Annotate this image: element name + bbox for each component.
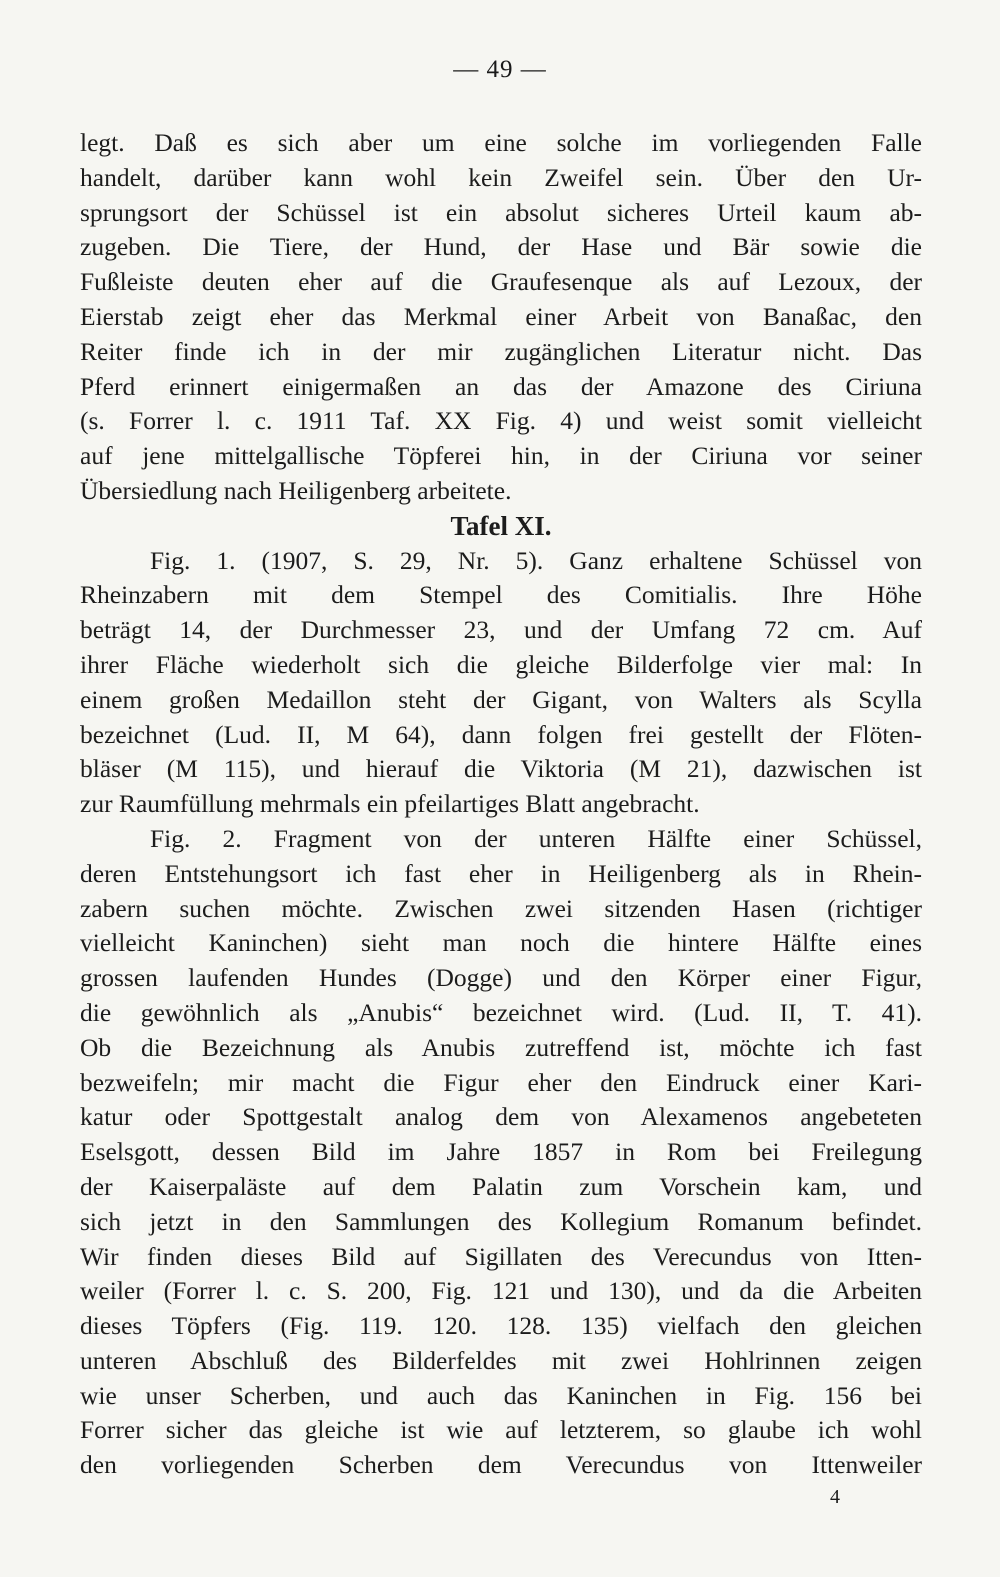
text-line: deren Entstehungsort ich fast eher in Heiligenberg als in Rhein- (80, 858, 922, 888)
text-line: Reiter finde ich in der mir zugänglichen Literatur nicht. Das (80, 336, 922, 366)
text-line: auf jene mittelgallische Töpferei hin, in der Ciriuna vor seiner (80, 441, 922, 471)
text-line: zugeben. Die Tiere, der Hund, der Hase und Bär sowie die (80, 232, 922, 262)
text-line: legt. Daß es sich aber um eine solche im vorliegenden Falle (80, 128, 922, 157)
text-line: den vorliegenden Scherben dem Verecundus von Ittenweiler (80, 1450, 922, 1480)
text-line: Übersiedlung nach Heiligenberg arbeitete. (80, 475, 512, 505)
text-line: zur Raumfüllung mehrmals ein pfeilartiges Blatt angebracht. (80, 789, 700, 819)
text-line: vielleicht Kaninchen) sieht man noch die hintere Hälfte eines (80, 928, 922, 958)
text-line: Wir finden dieses Bild auf Sigillaten des Verecundus von Itten- (80, 1241, 922, 1271)
text-line: ihrer Fläche wiederholt sich die gleiche Bilderfolge vier mal: In (80, 649, 922, 679)
text-line: der Kaiserpaläste auf dem Palatin zum Vorschein kam, und (80, 1171, 922, 1201)
body-text (80, 126, 922, 1483)
text-line: Rheinzabern mit dem Stempel des Comitialis. Ihre Höhe (80, 580, 922, 610)
page-number: — 49 — (453, 56, 547, 83)
text-line: Eierstab zeigt eher das Merkmal einer Arbeit von Banaßac, den (80, 301, 922, 331)
text-line: grossen laufenden Hundes (Dogge) und den Körper einer Figur, (80, 963, 922, 993)
text-line: Ob die Bezeichnung als Anubis zutreffend ist, möchte ich fast (80, 1032, 922, 1062)
text-line: bezeichnet (Lud. II, M 64), dann folgen frei gestellt der Flöten- (80, 719, 922, 749)
text-line: beträgt 14, der Durchmesser 23, und der Umfang 72 cm. Auf (80, 615, 922, 645)
text-line: die gewöhnlich als „Anubis“ bezeichnet wird. (Lud. II, T. 41). (80, 997, 922, 1027)
text-line: zabern suchen möchte. Zwischen zwei sitzenden Hasen (richtiger (80, 893, 922, 923)
text-line: weiler (Forrer l. c. S. 200, Fig. 121 und 130), und da die Arbeiten (80, 1276, 922, 1306)
text-line: sprungsort der Schüssel ist ein absolut sicheres Urteil kaum ab- (80, 197, 922, 227)
text-line: handelt, darüber kann wohl kein Zweifel sein. Über den Ur- (80, 162, 922, 192)
signature-mark: 4 (830, 1486, 840, 1508)
text-line: Eselsgott, dessen Bild im Jahre 1857 in Rom bei Freilegung (80, 1137, 922, 1167)
text-line: Forrer sicher das gleiche ist wie auf letzterem, so glaube ich wohl (80, 1415, 922, 1445)
text-line: unteren Abschluß des Bilderfeldes mit zwei Hohlrinnen zeigen (80, 1345, 922, 1375)
text-line: Fig. 1. (1907, S. 29, Nr. 5). Ganz erhaltene Schüssel von (150, 545, 922, 575)
text-line: dieses Töpfers (Fig. 119. 120. 128. 135) vielfach den gleichen (80, 1311, 922, 1341)
text-line: Pferd erinnert einigermaßen an das der Amazone des Ciriuna (80, 371, 922, 401)
text-line: Fußleiste deuten eher auf die Graufesenque als auf Lezoux, der (80, 267, 922, 297)
text-line: sich jetzt in den Sammlungen des Kollegium Romanum befindet. (80, 1206, 922, 1236)
text-line: wie unser Scherben, und auch das Kaninchen in Fig. 156 bei (80, 1380, 922, 1410)
text-line: bläser (M 115), und hierauf die Viktoria (M 21), dazwischen ist (80, 754, 922, 784)
text-line: Fig. 2. Fragment von der unteren Hälfte einer Schüssel, (150, 823, 922, 853)
section-heading: Tafel XI. (450, 510, 552, 541)
text-line: bezweifeln; mir macht die Figur eher den Eindruck einer Kari- (80, 1067, 922, 1097)
text-line: (s. Forrer l. c. 1911 Taf. XX Fig. 4) und weist somit vielleicht (80, 406, 922, 436)
text-line: einem großen Medaillon steht der Gigant, von Walters als Scylla (80, 684, 922, 714)
text-line: katur oder Spottgestalt analog dem von Alexamenos angebeteten (80, 1102, 922, 1132)
